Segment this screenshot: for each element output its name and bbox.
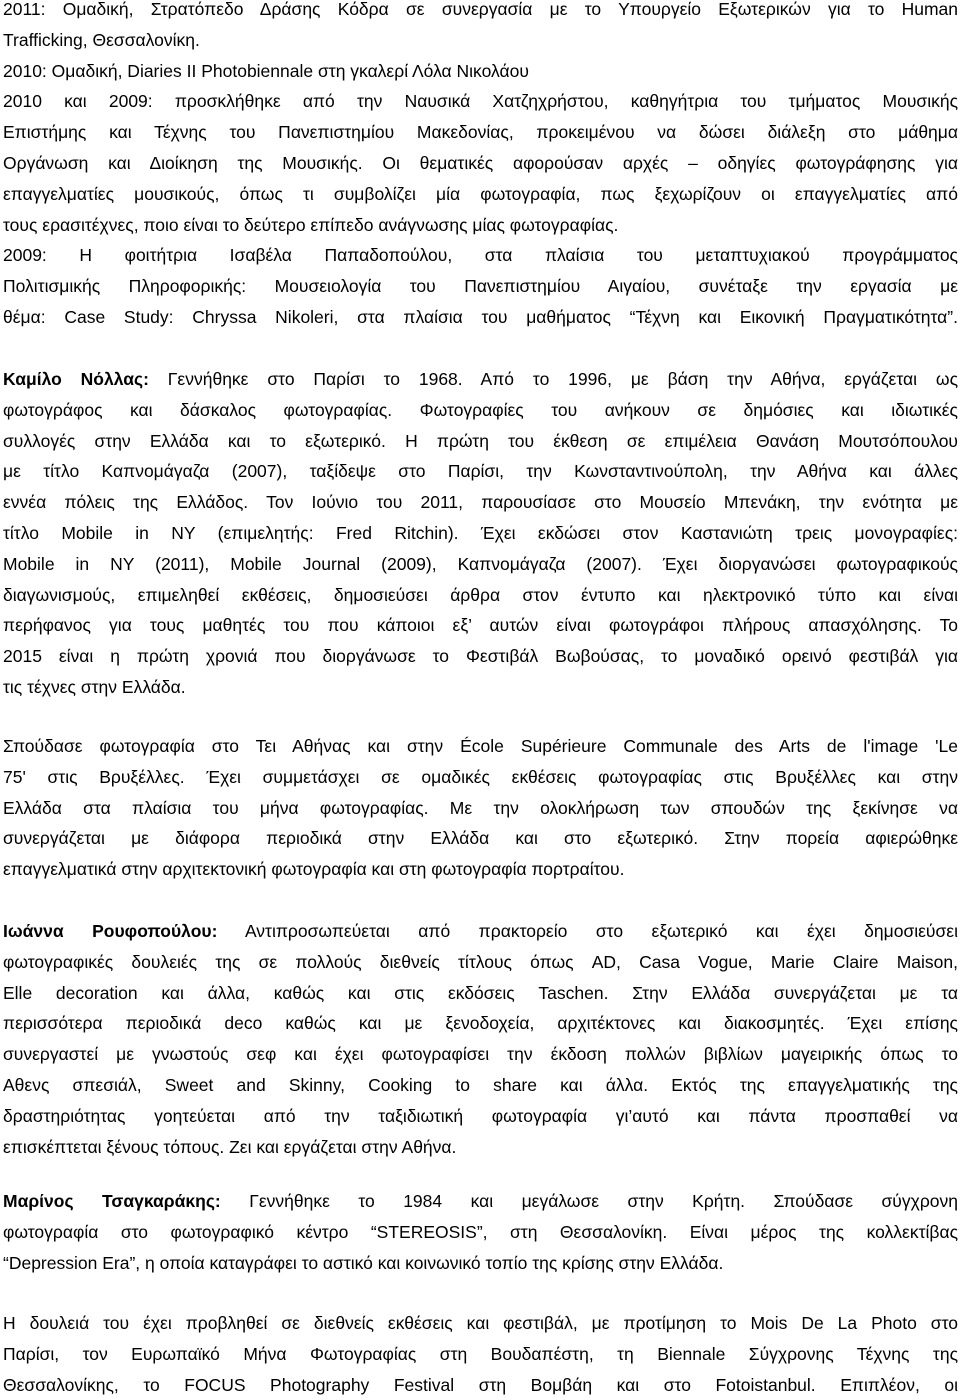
text-run: συλλογές στην Ελλάδα και το εξωτερικό. Η πρώτη του έκθεση σε επιμέλεια Θανάση Μουτσόπουλου [3, 430, 958, 451]
paragraph-bio-tsagkarakis [3, 1186, 958, 1278]
text-run: εννέα πόλεις της Ελλάδος. Τον Ιούνιο του 2011, παρουσίασε στο Μουσείο Μπενάκη, την ενότητα με [3, 492, 958, 513]
paragraph-bio-roufopoulou [3, 916, 958, 1162]
text-line [3, 1186, 958, 1217]
text-line [3, 793, 958, 824]
paragraph-projects [3, 0, 958, 333]
text-line [3, 364, 958, 395]
text-run: 75' στις Βρυξέλλες. Έχει συμμετάσχει σε ομαδικές εκθέσεις φωτογραφίας στις Βρυξέλλες και στην [3, 766, 958, 787]
text-line [3, 271, 958, 302]
text-line [3, 426, 958, 457]
text-line [3, 0, 958, 25]
paragraph-bio-nollas [3, 364, 958, 703]
text-run: με τίτλο Καπνομάγαζα (2007), ταξίδεψε στο Παρίσι, την Κωνσταντινούπολη, την Αθήνα και άλλες [3, 461, 958, 482]
text-run: Γεννήθηκε στο Παρίσι το 1968. Από το 1996, με βάση την Αθήνα, εργάζεται ως [148, 369, 958, 389]
text-line [3, 731, 958, 762]
text-run: φωτογραφία στο φωτογραφικό κέντρο “STEREOSIS”, στη Θεσσαλονίκη. Είναι μέρος της κολλεκτίβας [3, 1221, 958, 1242]
text-line [3, 580, 958, 611]
text-line [3, 978, 958, 1009]
text-run: επισκέπτεται ξένους τόπους. Ζει και εργάζεται στην Αθήνα. [3, 1136, 457, 1157]
paragraph-exhibitions [3, 1308, 958, 1400]
text-line [3, 947, 958, 978]
text-line [3, 1370, 958, 1400]
bold-name: Καμίλο Νόλλας: [3, 369, 149, 389]
text-run: Αθενς σπεσιάλ, Sweet and Skinny, Cooking to share και άλλα. Εκτός της επαγγελματικής της [3, 1074, 958, 1095]
text-run: Παρίσι, τον Ευρωπαϊκό Μήνα Φωτογραφίας στη Βουδαπέστη, τη Biennale Σύγχρονης Τέχνης της [3, 1343, 958, 1364]
text-run: 2011: Ομαδική, Στρατόπεδο Δράσης Κόδρα σε συνεργασία με το Υπουργείο Εξωτερικών για το Human [3, 0, 958, 19]
text-line [3, 25, 958, 56]
text-line [3, 823, 958, 854]
text-line [3, 487, 958, 518]
text-run: Mobile in NY (2011), Mobile Journal (2009), Καπνομάγαζα (2007). Έχει διοργανώσει φωτογραφικούς [3, 553, 958, 574]
text-line [3, 86, 958, 117]
text-line [3, 1248, 958, 1279]
text-run: φωτογράφος και δάσκαλος φωτογραφίας. Φωτογραφίες του ανήκουν σε δημόσιες και ιδιωτικές [3, 399, 958, 420]
text-run: Η δουλειά του έχει προβληθεί σε διεθνείς εκθέσεις και φεστιβάλ, με προτίμηση το Mois De La Photo στο [3, 1313, 958, 1333]
text-run: φωτογραφικές δουλειές της σε πολλούς διεθνείς τίτλους όπως AD, Casa Vogue, Marie Claire Maison, [3, 951, 958, 972]
text-run: τις τέχνες στην Ελλάδα. [3, 676, 186, 697]
text-line [3, 549, 958, 580]
text-run: Πολιτισμικής Πληροφορικής: Μουσειολογία του Πανεπιστημίου Αιγαίου, συνέταξε την εργασία με [3, 276, 958, 297]
text-line [3, 302, 958, 333]
text-run: θέμα: Case Study: Chryssa Nikoleri, στα πλαίσια του μαθήματος “Τέχνη και Εικονική Πραγματικότητα”. [3, 306, 958, 327]
text-run: Ελλάδα στα πλαίσια του μήνα φωτογραφίας. Με την ολοκλήρωση των σπουδών της ξεκίνησε να [3, 797, 958, 818]
text-run: περισσότερα περιοδικά deco καθώς και με ξενοδοχεία, αρχιτέκτονες και διακοσμητές. Έχει επίσης [3, 1013, 958, 1034]
text-line [3, 672, 958, 703]
text-run: συνεργάζεται με διάφορα περιοδικά στην Ελλάδα και στο εξωτερικό. Στην πορεία αφιερώθηκε [3, 828, 958, 849]
text-run: 2010: Ομαδική, Diaries II Photobiennale στη γκαλερί Λόλα Νικολάου [3, 60, 529, 81]
text-line [3, 1217, 958, 1248]
text-run: περήφανος για τους μαθητές του που κάποιοι εξ’ αυτών είναι φωτογράφοι πλήρους απασχόλησης. Το [3, 615, 958, 636]
text-line [3, 117, 958, 148]
text-line [3, 210, 958, 241]
text-run: Επιστήμης και Τέχνης του Πανεπιστημίου Μακεδονίας, προκειμένου να δώσει διάλεξη στο μάθημα [3, 122, 958, 143]
text-run: διαγωνισμούς, επιμεληθεί εκθέσεις, δημοσιεύσει άρθρα στον έντυπο και ηλεκτρονικό τύπο και είναι [3, 584, 958, 605]
text-run: “Depression Era”, η οποία καταγράφει το αστικό και κοινωνικό τοπίο της κρίσης στην Ελλάδα. [3, 1252, 724, 1273]
text-line [3, 1339, 958, 1370]
text-run: Θεσσαλονίκης, το FOCUS Photography Festival στη Βομβάη και στο Fotoistanbul. Επιπλέον, οι [3, 1374, 958, 1395]
text-line [3, 1039, 958, 1070]
text-line [3, 179, 958, 210]
text-line [3, 1308, 958, 1339]
text-run: επαγγελματικά στην αρχιτεκτονική φωτογραφία και στη φωτογραφία πορτραίτου. [3, 859, 625, 880]
text-line [3, 240, 958, 271]
text-run: Σπούδασε φωτογραφία στο Τει Αθήνας και στην École Supérieure Communale des Arts de l'image 'Le [3, 736, 958, 756]
text-line [3, 148, 958, 179]
bold-name: Ιωάννα Ρουφοπούλου: [3, 921, 218, 941]
text-line [3, 762, 958, 793]
text-line [3, 518, 958, 549]
text-line [3, 395, 958, 426]
text-line [3, 1070, 958, 1101]
text-run: Οργάνωση και Διοίκηση της Μουσικής. Οι θεματικές αφορούσαν αρχές – οδηγίες φωτογράφησης για [3, 152, 958, 173]
text-line [3, 610, 958, 641]
text-run: τους ερασιτέχνες, ποιο είναι το δεύτερο επίπεδο ανάγνωσης μίας φωτογραφίας. [3, 214, 619, 235]
text-run: συνεργαστεί με γνωστούς σεφ και έχει φωτογραφίσει την έκδοση πολλών βιβλίων μαγειρικής όπως το [3, 1044, 958, 1065]
text-line [3, 641, 958, 672]
text-line [3, 1101, 958, 1132]
text-line [3, 56, 958, 87]
text-line [3, 916, 958, 947]
text-line [3, 1008, 958, 1039]
text-line [3, 854, 958, 885]
text-run: Trafficking, Θεσσαλονίκη. [3, 29, 200, 50]
text-run: 2015 είναι η πρώτη χρονιά που διοργάνωσε το Φεστιβάλ Βωβούσας, το μοναδικό ορεινό φεστιβάλ για [3, 646, 958, 667]
paragraph-studies [3, 731, 958, 885]
text-line [3, 1132, 958, 1163]
text-run: 2010 και 2009: προσκλήθηκε από την Ναυσικά Χατζηχρήστου, καθηγήτρια του τμήματος Μουσικής [3, 91, 958, 112]
text-run: 2009: Η φοιτήτρια Ισαβέλα Παπαδοπούλου, στα πλαίσια του μεταπτυχιακού προγράμματος [3, 245, 958, 266]
text-run: Elle decoration και άλλα, καθώς και στις εκδόσεις Taschen. Στην Ελλάδα συνεργάζεται με τα [3, 982, 958, 1003]
text-run: Αντιπροσωπεύεται από πρακτορείο στο εξωτερικό και έχει δημοσιεύσει [217, 921, 958, 941]
bold-name: Μαρίνος Τσαγκαράκης: [3, 1191, 221, 1211]
text-run: επαγγελματίες μουσικούς, όπως τι συμβολίζει μία φωτογραφία, πως ξεχωρίζουν οι επαγγελματίες από [3, 183, 958, 204]
text-run: δραστηριότητας γοητεύεται από την ταξιδιωτική φωτογραφία γι’αυτό και πάντα προσπαθεί να [3, 1105, 958, 1126]
text-run: τίτλο Mobile in NY (επιμελητής: Fred Ritchin). Έχει εκδώσει στον Καστανιώτη τρεις μονογραφίες: [3, 522, 958, 543]
text-run: Γεννήθηκε το 1984 και μεγάλωσε στην Κρήτη. Σπούδασε σύγχρονη [220, 1191, 958, 1211]
text-line [3, 456, 958, 487]
